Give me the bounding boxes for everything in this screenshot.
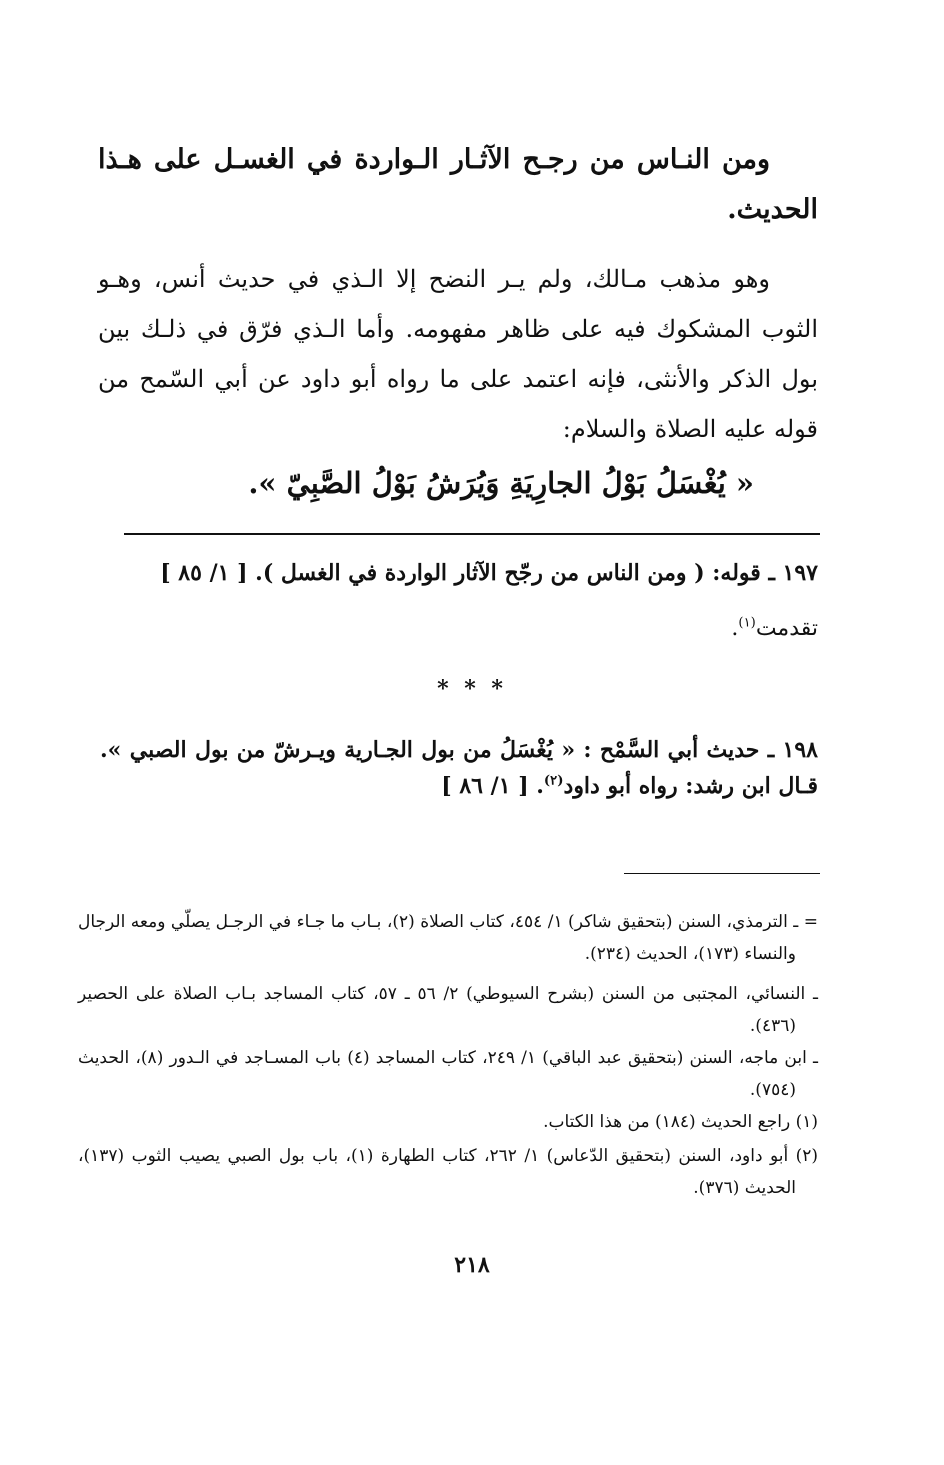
footnote-continued-nasai: ـ النسائي، المجتبى من السنن (بشرح السيوطي) ٢/ ٥٦ ـ ٥٧، كتاب المساجد بـاب الصلاة على الحصير (٤٣٦).: [78, 984, 818, 1036]
main-paragraph-1: ومن النـاس من رجـح الآثـار الـواردة في الغسـل على هـذا الحديث.: [98, 144, 818, 225]
note-198: [100, 732, 818, 804]
note-197-detail-text: تقدمت: [755, 616, 818, 641]
note-197-detail-end: .: [731, 616, 739, 641]
note-198-text: ١٩٨ ـ حديث أبي السَّمْح : « يُغْسَلُ من بول الجـارية ويـرشّ من بول الصبي ». قـال ابن رشد: رواه أبو داود: [100, 737, 818, 799]
page-number: ٢١٨: [454, 1252, 490, 1278]
main-divider-line: [124, 533, 820, 535]
section-separator: * * *: [437, 676, 507, 702]
note-197-detail: [118, 612, 818, 646]
footnote-2: (٢) أبو داود، السنن (بتحقيق الدّعاس) ١/ ٢٦٢، كتاب الطهارة (١)، باب بول الصبي يصيب الثوب (١٣٧)، الحديث (٣٧٦).: [78, 1146, 819, 1198]
footnote-continued-ibn-majah: ـ ابن ماجه، السنن (بتحقيق عبد الباقي) ١/ ٢٤٩، كتاب المساجد (٤) باب المسـاجد في الـدور (٨)، الحديث (٧٥٤).: [78, 1048, 818, 1100]
footnote-1: (١) راجع الحديث (١٨٤) من هذا الكتاب.: [543, 1112, 818, 1132]
hadith-quote: « يُغْسَلُ بَوْلُ الجارِيَةِ وَيُرَشُ بَوْلُ الصَّبِيّ ».: [248, 466, 754, 500]
footnote-ref-2: (٢): [543, 773, 564, 789]
main-paragraph-2: وهو مذهب مـالك، ولم يـر النضح إلا الـذي في حديث أنس، وهـو الثوب المشكوك فيه على ظاهر مفهومه. وأما الـذي فرّق في ذلـك بين بول الذكر والأنثى، فإنه اعتمد على ما رواه أبو داود عن أبي السّمح من قوله عليه الصلاة والسلام:: [98, 265, 818, 443]
note-197: ١٩٧ ـ قوله: ( ومن الناس من رجّح الآثار الواردة في الغسل ). [ ١/ ٨٥ ]: [160, 560, 818, 586]
footnote-divider-line: [624, 873, 820, 874]
note-198-end: . [ ١/ ٨٦ ]: [441, 773, 544, 799]
footnote-ref-1: (١): [738, 615, 756, 631]
footnote-continued-tirmidhi: = ـ الترمذي، السنن (بتحقيق شاكر) ١/ ٤٥٤، كتاب الصلاة (٢)، بـاب ما جـاء في الرجـل يصلّي ومعه الرجال والنساء (١٧٣)، الحديث (٢٣٤).: [78, 912, 818, 964]
